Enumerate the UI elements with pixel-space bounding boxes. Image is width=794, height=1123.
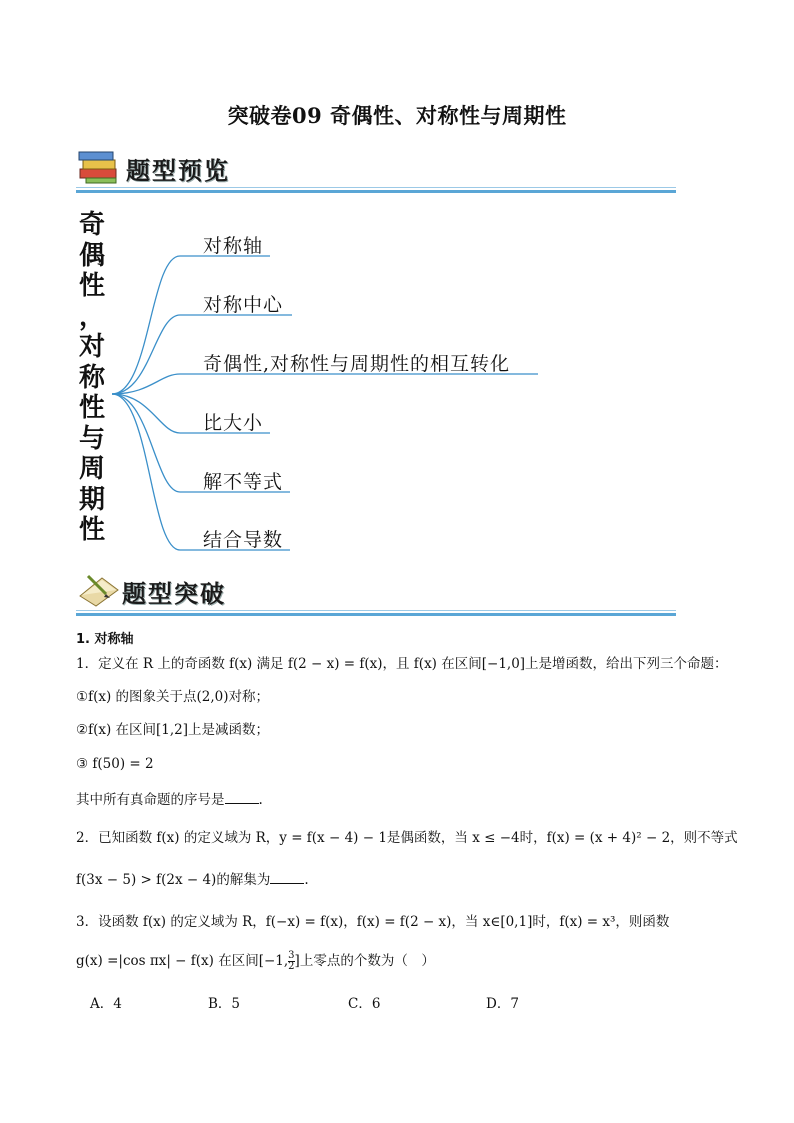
option-b[interactable]: B．5 (208, 996, 241, 1012)
q1-end: . (258, 792, 263, 808)
vertical-char: 称 (78, 362, 105, 393)
branch-label: 对称轴 (203, 235, 264, 257)
q1-ask: 其中所有真命题的序号是 (76, 792, 225, 808)
banner-rule (76, 613, 676, 616)
answer-blank[interactable] (270, 871, 304, 884)
q1-question (76, 790, 263, 810)
vertical-char: ， (78, 301, 105, 332)
option-d[interactable]: D．7 (486, 996, 519, 1012)
q2-line2: f(3x − 5) > f(2x − 4)的解集为 (76, 872, 271, 888)
q2-end: . (304, 872, 309, 888)
option-a[interactable]: A．4 (90, 996, 122, 1012)
banner-breakthrough (76, 568, 676, 616)
q1-proposition-2: ②f(x) 在区间[1,2]上是减函数； (76, 722, 270, 738)
q1-stem: 1．定义在 R 上的奇函数 f(x) 满足 f(2 − x) = f(x)，且 f(x) 在区间[−1,0]上是增函数，给出下列三个命题： (76, 656, 728, 672)
branch-label: 比大小 (203, 412, 264, 434)
banner-preview-label: 题型预览 (126, 157, 230, 185)
banner-rule-thin (76, 610, 676, 611)
vertical-char: 期 (78, 484, 105, 515)
vertical-char: 性 (78, 515, 105, 545)
page-title: 突破卷09 奇偶性、对称性与周期性 (227, 103, 567, 128)
notebook-pen-icon (76, 570, 122, 608)
option-c[interactable]: C．6 (348, 996, 381, 1012)
answer-blank[interactable] (225, 791, 259, 804)
vertical-char: 奇 (78, 210, 105, 240)
q1-proposition-3: ③ f(50) = 2 (76, 756, 154, 772)
q3-line2b: ]上零点的个数为（ ） (294, 953, 435, 969)
fraction-denominator: 2 (288, 961, 295, 972)
branch-label: 结合导数 (203, 529, 284, 551)
q2-stem: 2．已知函数 f(x) 的定义域为 R，y = f(x − 4) − 1是偶函数，当 x ≤ −4时，f(x) = (x + 4)² − 2，则不等式 (76, 830, 738, 846)
q1-proposition-1: ①f(x) 的图象关于点(2,0)对称； (76, 689, 270, 705)
branch-label: 解不等式 (203, 471, 284, 493)
q3-function (76, 951, 435, 972)
q3-stem: 3．设函数 f(x) 的定义域为 R，f(−x) = f(x)，f(x) = f(2 − x)，当 x∈[0,1]时，f(x) = x³，则函数 (76, 914, 670, 930)
branch-label: 奇偶性,对称性与周期性的相互转化 (203, 353, 511, 375)
vertical-char: 偶 (78, 240, 105, 271)
vertical-char: 对 (78, 332, 105, 362)
branch-curve-3 (112, 374, 538, 394)
fraction-numerator: 3 (288, 950, 295, 961)
vertical-char: 性 (78, 393, 105, 423)
section-heading: 1. 对称轴 (76, 632, 134, 647)
vertical-char: 性 (78, 271, 105, 301)
vertical-char: 与 (78, 423, 105, 454)
q2-inequality (76, 870, 309, 890)
vertical-char: 周 (78, 454, 105, 484)
branch-label: 对称中心 (203, 294, 284, 316)
banner-breakthrough-label: 题型突破 (122, 580, 226, 608)
q3-line2a: g(x) =|cos πx| − f(x) 在区间[−1, (76, 953, 289, 969)
